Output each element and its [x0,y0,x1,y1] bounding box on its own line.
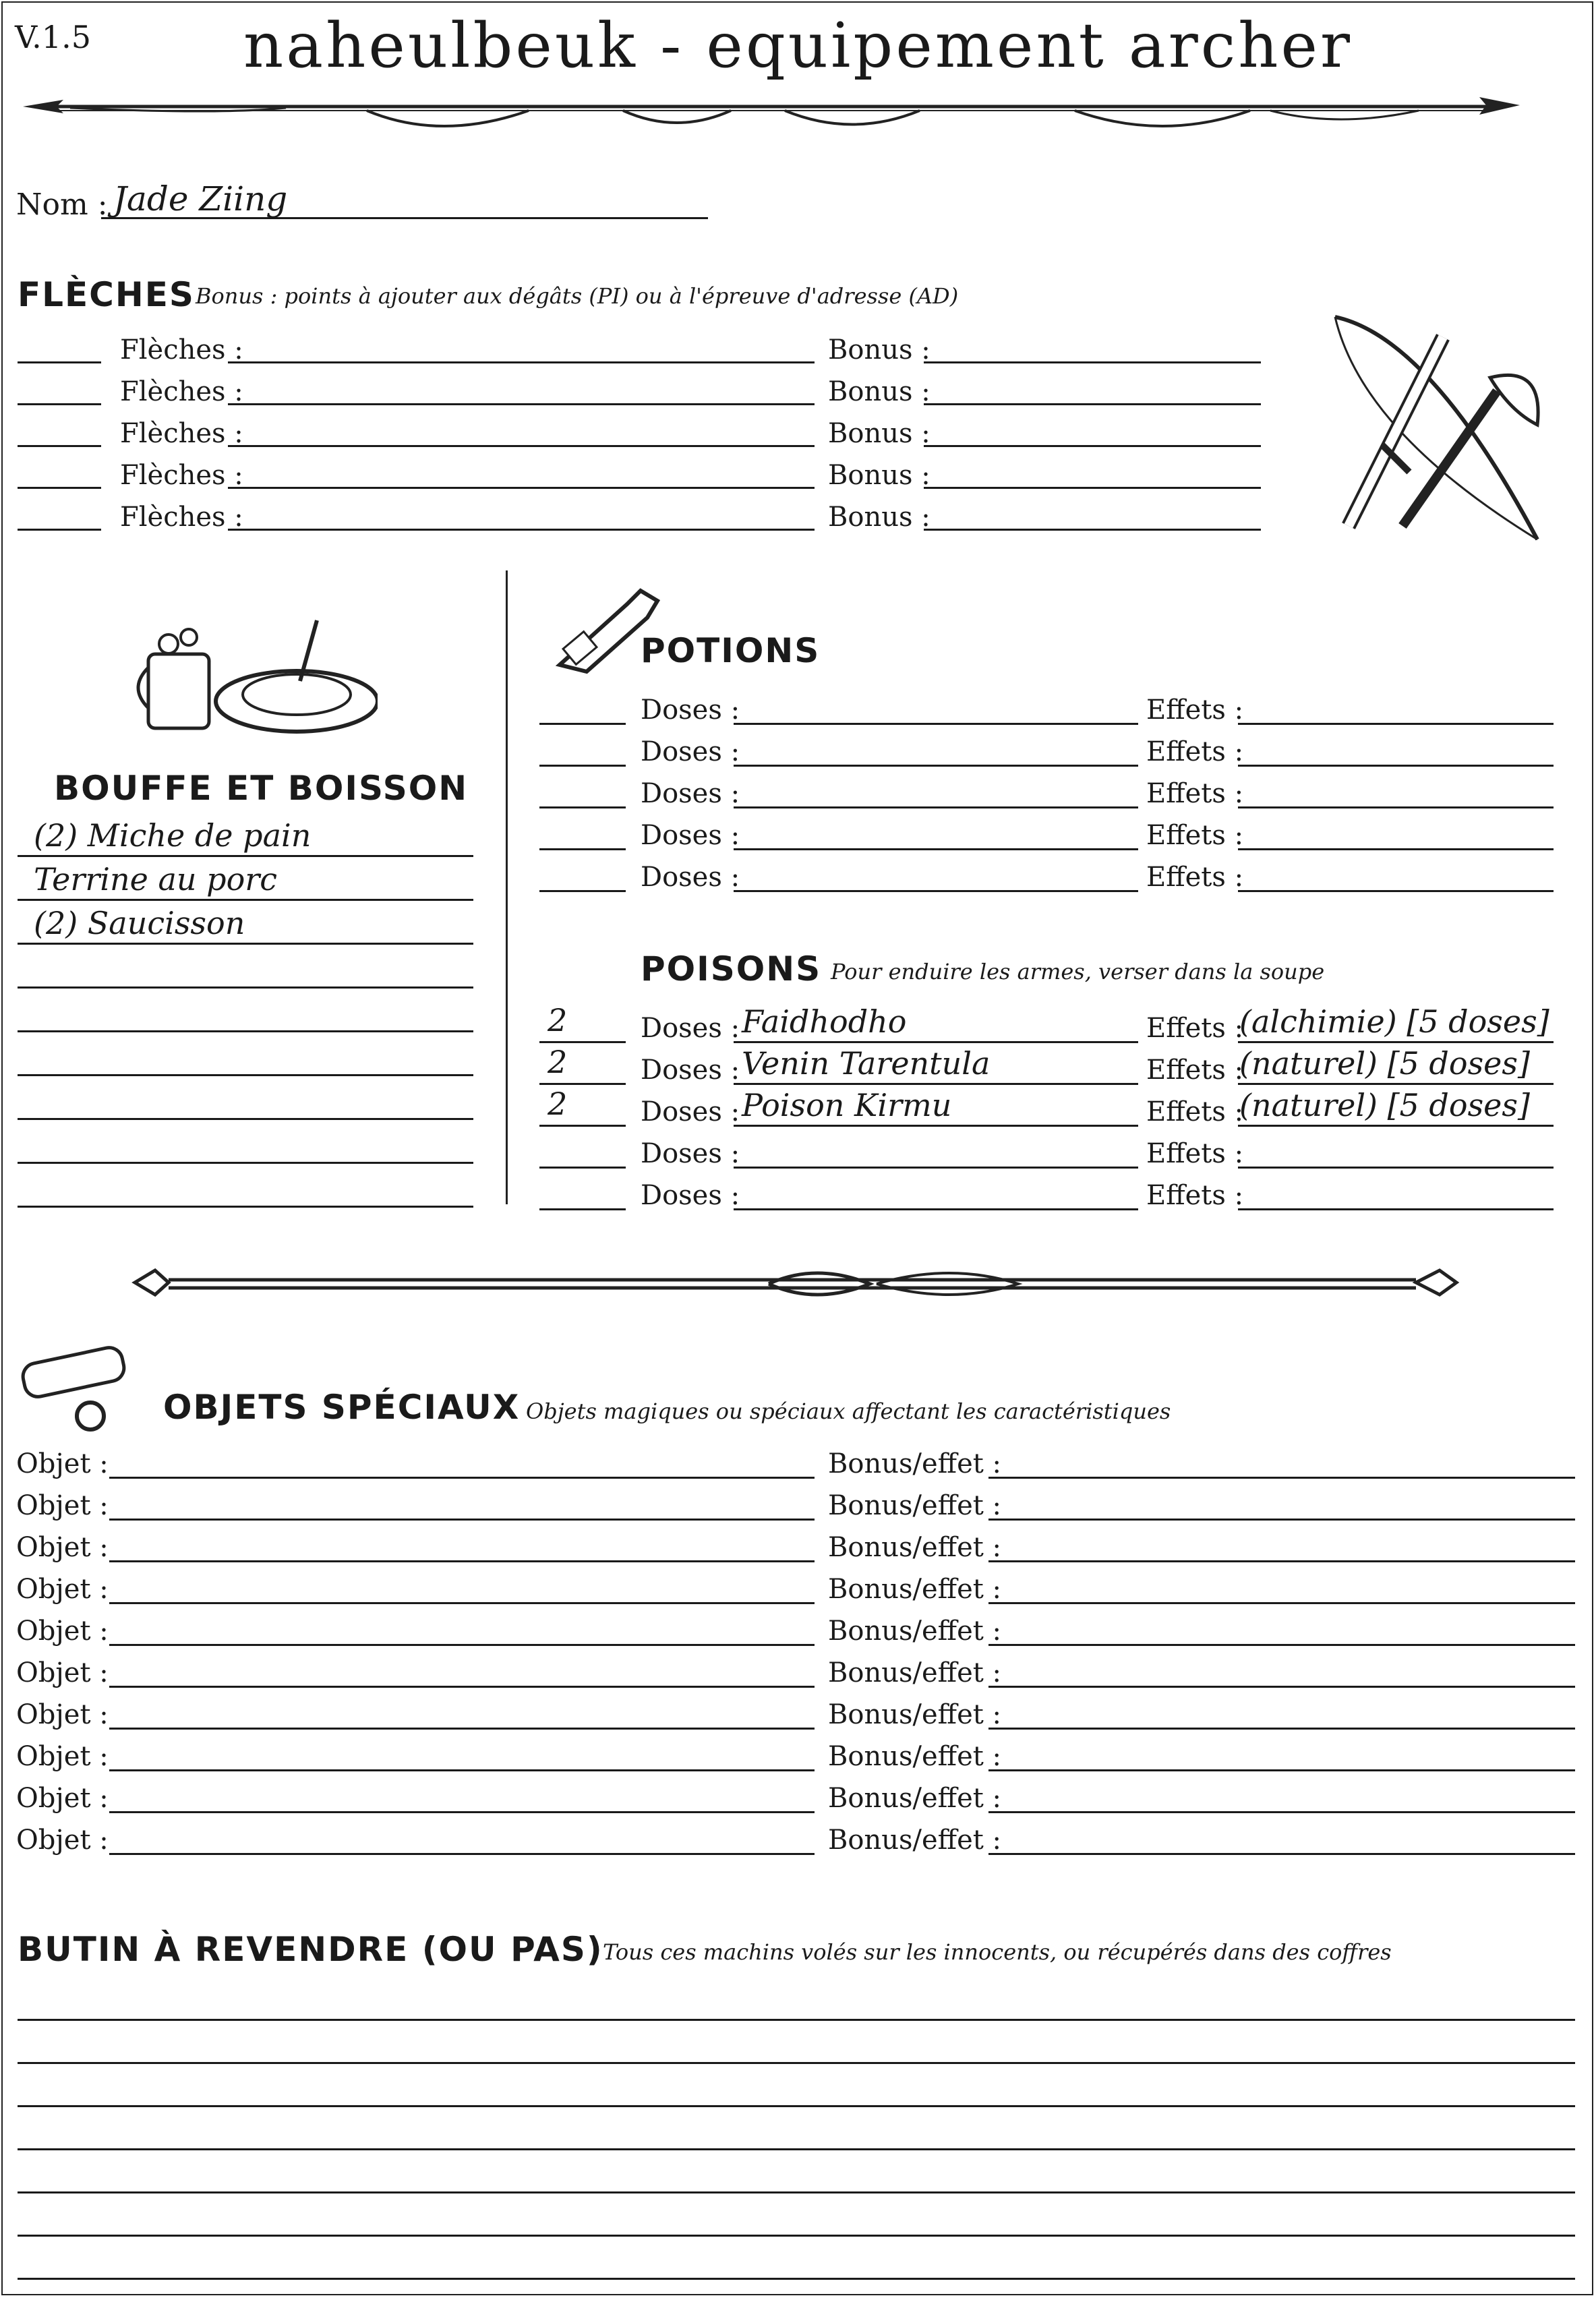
fleches-label: Flèches : [120,418,243,449]
poison-effets-line[interactable] [1238,1041,1554,1043]
poison-doses-value[interactable]: Venin Tarentula [742,1045,991,1082]
potion-doses-line[interactable] [734,890,1138,892]
poison-effets-value[interactable]: (alchimie) [5 doses] [1239,1003,1549,1040]
bonus-effet-label: Bonus/effet : [828,1532,1002,1563]
bonus-effet-line[interactable] [988,1853,1575,1855]
objet-line[interactable] [109,1769,815,1771]
bouffe-line[interactable] [18,1074,473,1076]
fleches-subtitle: Bonus : points à ajouter aux dégâts (PI) ou à l'épreuve d'adresse (AD) [196,283,959,309]
poison-effets-label: Effets : [1146,1096,1244,1127]
butin-line[interactable] [18,2019,1575,2021]
poison-qty-line[interactable] [539,1041,626,1043]
objet-line[interactable] [109,1477,815,1479]
poison-qty-line[interactable] [539,1083,626,1085]
potion-doses-line[interactable] [734,806,1138,808]
objet-line[interactable] [109,1811,815,1813]
nom-value[interactable]: Jade Ziing [113,179,288,218]
nom-line [101,217,708,219]
fleches-qty-line[interactable] [18,445,101,447]
bouffe-item[interactable]: Terrine au porc [34,861,278,897]
poison-effets-line[interactable] [1238,1083,1554,1085]
bouffe-line[interactable] [18,1118,473,1120]
objets-heading: OBJETS SPÉCIAUX [163,1388,521,1427]
bonus-effet-label: Bonus/effet : [828,1657,1002,1688]
fleches-bonus-line[interactable] [924,487,1261,489]
fleches-heading: FLÈCHES [18,275,195,314]
bouffe-item[interactable]: (2) Miche de pain [34,817,312,854]
potion-effets-label: Effets : [1146,695,1244,726]
bonus-effet-line[interactable] [988,1602,1575,1604]
poison-doses-label: Doses : [641,1096,740,1127]
poison-doses-line[interactable] [734,1208,1138,1210]
arrow-divider-icon [16,88,1527,148]
poison-qty-line[interactable] [539,1125,626,1127]
bonus-label: Bonus : [828,376,930,407]
fleches-label: Flèches : [120,460,243,491]
bonus-effet-line[interactable] [988,1728,1575,1730]
bonus-label: Bonus : [828,334,930,365]
bouffe-heading: BOUFFE ET BOISSON [54,769,469,808]
column-divider [506,570,508,1204]
butin-subtitle: Tous ces machins volés sur les innocents, ou récupérés dans des coffres [603,1939,1392,1965]
objet-line[interactable] [109,1644,815,1646]
potion-qty-line[interactable] [539,890,626,892]
fleches-name-line[interactable] [228,403,815,405]
bonus-effet-line[interactable] [988,1519,1575,1521]
fleches-label: Flèches : [120,334,243,365]
potion-qty-line[interactable] [539,806,626,808]
butin-line[interactable] [18,2191,1575,2193]
bonus-effet-label: Bonus/effet : [828,1699,1002,1730]
potion-effets-line[interactable] [1238,848,1554,850]
fleches-name-line[interactable] [228,529,815,531]
potion-doses-line[interactable] [734,765,1138,767]
fleches-bonus-line[interactable] [924,361,1261,363]
poison-doses-line[interactable] [734,1167,1138,1169]
bonus-effet-label: Bonus/effet : [828,1783,1002,1814]
bouffe-line[interactable] [18,899,473,901]
poison-effets-line[interactable] [1238,1125,1554,1127]
food-plate-icon [135,607,378,742]
objet-label: Objet : [16,1574,109,1605]
potion-effets-label: Effets : [1146,862,1244,893]
potion-qty-line[interactable] [539,765,626,767]
fleches-qty-line[interactable] [18,487,101,489]
poison-qty[interactable]: 2 [548,1002,568,1038]
potion-doses-line[interactable] [734,848,1138,850]
bouffe-line[interactable] [18,943,473,945]
poison-qty[interactable]: 2 [548,1086,568,1122]
page-title: naheulbeuk - equipement archer [243,9,1353,82]
nom-label: Nom : [16,187,108,222]
fleches-bonus-line[interactable] [924,529,1261,531]
poison-doses-value[interactable]: Poison Kirmu [742,1087,952,1123]
poison-effets-line[interactable] [1238,1208,1554,1210]
objet-line[interactable] [109,1519,815,1521]
bonus-effet-label: Bonus/effet : [828,1574,1002,1605]
potion-effets-line[interactable] [1238,723,1554,725]
sword-axe-bow-icon [1322,310,1564,553]
poisons-heading: POISONS [641,949,822,989]
potion-effets-line[interactable] [1238,806,1554,808]
fleches-qty-line[interactable] [18,361,101,363]
objet-label: Objet : [16,1741,109,1772]
objet-line[interactable] [109,1853,815,1855]
bonus-effet-label: Bonus/effet : [828,1741,1002,1772]
poison-effets-value[interactable]: (naturel) [5 doses] [1239,1045,1530,1082]
poison-effets-label: Effets : [1146,1138,1244,1169]
bonus-label: Bonus : [828,418,930,449]
fleches-label: Flèches : [120,376,243,407]
potion-doses-label: Doses : [641,862,740,893]
potion-doses-line[interactable] [734,723,1138,725]
butin-line[interactable] [18,2148,1575,2150]
poison-effets-label: Effets : [1146,1180,1244,1211]
objet-label: Objet : [16,1532,109,1563]
poison-effets-label: Effets : [1146,1013,1244,1044]
fleches-name-line[interactable] [228,361,815,363]
poison-doses-line[interactable] [734,1125,1138,1127]
bonus-label: Bonus : [828,502,930,533]
butin-line[interactable] [18,2235,1575,2237]
objet-label: Objet : [16,1825,109,1856]
butin-line[interactable] [18,2105,1575,2107]
potion-doses-label: Doses : [641,778,740,809]
objet-label: Objet : [16,1490,109,1521]
poison-doses-label: Doses : [641,1055,740,1086]
butin-line[interactable] [18,2062,1575,2064]
bouffe-line[interactable] [18,1162,473,1164]
bonus-effet-line[interactable] [988,1769,1575,1771]
poison-qty[interactable]: 2 [548,1044,568,1080]
objet-label: Objet : [16,1699,109,1730]
potions-heading: POTIONS [641,631,821,670]
fleches-name-line[interactable] [228,445,815,447]
objets-subtitle: Objets magiques ou spéciaux affectant les caractéristiques [526,1398,1171,1424]
objet-line[interactable] [109,1560,815,1562]
potion-effets-label: Effets : [1146,778,1244,809]
bonus-effet-label: Bonus/effet : [828,1490,1002,1521]
potion-doses-label: Doses : [641,736,740,767]
objet-label: Objet : [16,1783,109,1814]
butin-line[interactable] [18,2278,1575,2280]
objet-line[interactable] [109,1602,815,1604]
potion-effets-label: Effets : [1146,736,1244,767]
potion-doses-label: Doses : [641,820,740,851]
objet-label: Objet : [16,1448,109,1479]
poison-doses-label: Doses : [641,1013,740,1044]
poison-doses-label: Doses : [641,1180,740,1211]
potion-effets-label: Effets : [1146,820,1244,851]
version-label: V.1.5 [15,19,91,55]
bouffe-item[interactable]: (2) Saucisson [34,905,245,941]
bonus-effet-line[interactable] [988,1477,1575,1479]
objet-line[interactable] [109,1686,815,1688]
fleches-bonus-line[interactable] [924,445,1261,447]
bonus-effet-line[interactable] [988,1644,1575,1646]
bouffe-line[interactable] [18,986,473,989]
poison-qty-line[interactable] [539,1167,626,1169]
poison-effets-value[interactable]: (naturel) [5 doses] [1239,1087,1530,1123]
potion-effets-line[interactable] [1238,765,1554,767]
poisons-subtitle: Pour enduire les armes, verser dans la soupe [831,959,1325,984]
bonus-effet-line[interactable] [988,1560,1575,1562]
potion-effets-line[interactable] [1238,890,1554,892]
objet-line[interactable] [109,1728,815,1730]
fleches-qty-line[interactable] [18,403,101,405]
potion-qty-line[interactable] [539,723,626,725]
potion-doses-label: Doses : [641,695,740,726]
poison-doses-label: Doses : [641,1138,740,1169]
poison-doses-value[interactable]: Faidhodho [742,1003,907,1040]
staff-divider-icon [128,1256,1463,1309]
bouffe-line[interactable] [18,855,473,857]
bonus-label: Bonus : [828,460,930,491]
poison-doses-line[interactable] [734,1041,1138,1043]
poison-effets-label: Effets : [1146,1055,1244,1086]
bonus-effet-line[interactable] [988,1811,1575,1813]
fleches-qty-line[interactable] [18,529,101,531]
fleches-bonus-line[interactable] [924,403,1261,405]
bonus-effet-label: Bonus/effet : [828,1448,1002,1479]
potion-qty-line[interactable] [539,848,626,850]
bonus-effet-line[interactable] [988,1686,1575,1688]
bouffe-line[interactable] [18,1030,473,1032]
bonus-effet-label: Bonus/effet : [828,1825,1002,1856]
bouffe-line[interactable] [18,1206,473,1208]
scroll-ring-icon [16,1342,165,1436]
poison-qty-line[interactable] [539,1208,626,1210]
fleches-label: Flèches : [120,502,243,533]
objet-label: Objet : [16,1616,109,1647]
bonus-effet-label: Bonus/effet : [828,1616,1002,1647]
poison-effets-line[interactable] [1238,1167,1554,1169]
fleches-name-line[interactable] [228,487,815,489]
objet-label: Objet : [16,1657,109,1688]
poison-doses-line[interactable] [734,1083,1138,1085]
butin-heading: BUTIN À REVENDRE (OU PAS) [18,1930,603,1969]
